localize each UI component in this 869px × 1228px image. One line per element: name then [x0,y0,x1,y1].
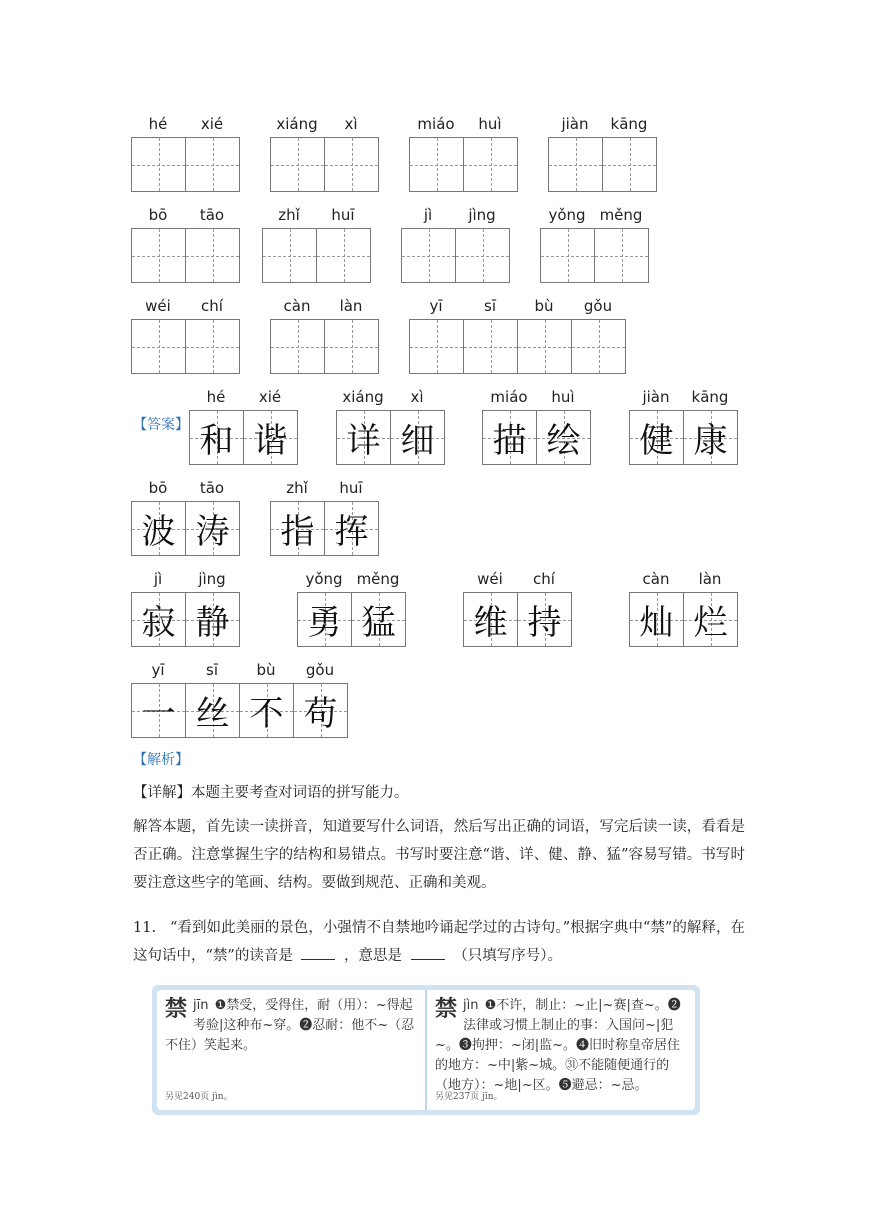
written-character [456,229,509,282]
writing-cell [684,411,737,464]
character-grid [189,410,298,465]
pinyin-row [629,569,738,589]
writing-cell[interactable] [132,138,186,191]
writing-cell[interactable] [132,229,186,282]
written-character [132,320,185,373]
writing-cell[interactable] [186,229,239,282]
dictionary-excerpt [152,985,700,1115]
analysis-label: 【解析】 [133,752,189,768]
answer-blank-meaning[interactable] [411,945,445,960]
pinyin-row [297,569,406,589]
writing-cell [337,411,391,464]
written-character [541,229,594,282]
pinyin-row [131,569,240,589]
written-character: 康 [693,421,728,461]
writing-cell[interactable] [317,229,370,282]
written-character [464,320,517,373]
written-character [325,138,378,191]
writing-cell[interactable] [132,320,186,373]
pinyin-syllable: yī [151,661,165,679]
written-character: 猛 [361,603,396,643]
written-character: 静 [195,603,230,643]
writing-cell [630,411,684,464]
answer-word-group [189,387,298,465]
detail-line: 【详解】本题主要考查对词语的拼写能力。 [133,785,409,801]
pinyin-syllable: xiáng [342,388,384,406]
dict-note: 另见240页 jìn。 [165,1092,233,1102]
pinyin-syllable: càn [642,570,670,588]
answer-word-group [131,478,240,556]
pinyin-syllable: bō [148,479,168,497]
answer-word-group [270,478,379,556]
written-character [263,229,316,282]
character-grid [463,592,572,647]
written-character [271,320,324,373]
pinyin-row [401,205,510,225]
written-character [464,138,517,191]
answer-word-group [131,660,348,738]
dict-head-char: 禁 [435,996,458,1022]
writing-cell[interactable] [410,138,464,191]
written-character [410,138,463,191]
pinyin-row [270,296,379,316]
pinyin-syllable: yǒng [305,570,343,588]
pinyin-syllable: wéi [145,297,171,315]
pinyin-row [270,114,379,134]
pinyin-syllable: jiàn [561,115,589,133]
question-word-group [540,205,649,283]
character-grid [131,501,240,556]
character-grid [131,319,240,374]
writing-cell[interactable] [325,320,378,373]
written-character: 勇 [307,603,342,643]
question-word-group [270,296,379,374]
dict-note: 另见237页 jīn。 [435,1092,503,1102]
writing-cell [186,593,239,646]
pinyin-syllable: làn [698,570,722,588]
dictionary-entry-jin4 [425,990,695,1110]
pinyin-syllable: kāng [691,388,729,406]
writing-cell [684,593,737,646]
character-grid [629,410,738,465]
pinyin-syllable: hé [148,115,168,133]
dict-definition: ❶禁受，受得住，耐（用）：~得起考验|这种布~穿。❷忍耐：他不~（忍不住）笑起来。 [165,998,415,1053]
character-grid [131,137,240,192]
written-character [595,229,648,282]
pinyin-syllable: xiáng [276,115,318,133]
dict-pinyin: jīn [193,998,209,1013]
pinyin-syllable: càn [283,297,311,315]
character-grid [270,137,379,192]
written-character [271,138,324,191]
writing-cell[interactable] [410,320,464,373]
pinyin-syllable: wéi [477,570,503,588]
pinyin-syllable: sī [206,661,218,679]
written-character: 丝 [195,694,230,734]
pinyin-syllable: xié [258,388,282,406]
written-character: 灿 [639,603,674,643]
pinyin-syllable: jì [423,206,433,224]
writing-cell [271,502,325,555]
writing-cell[interactable] [402,229,456,282]
answer-word-group [629,569,738,647]
written-character: 不 [249,694,284,734]
writing-cell[interactable] [271,138,325,191]
pinyin-syllable: zhǐ [278,206,300,224]
writing-cell[interactable] [186,138,239,191]
pinyin-syllable: yī [429,297,443,315]
writing-cell [244,411,297,464]
written-character [603,138,656,191]
writing-cell [630,593,684,646]
written-character [132,229,185,282]
writing-cell[interactable] [518,320,572,373]
pinyin-syllable: měng [599,206,643,224]
dict-pinyin: jìn [463,998,479,1013]
written-character: 涛 [195,512,230,552]
pinyin-row [540,205,649,225]
written-character [518,320,571,373]
writing-cell [391,411,444,464]
writing-cell[interactable] [464,320,518,373]
pinyin-syllable: hé [206,388,226,406]
character-grid [548,137,657,192]
question-word-group [270,114,379,192]
question-word-group [131,296,240,374]
question-text-b: ，意思是 [344,948,403,964]
written-character: 寂 [141,603,176,643]
pinyin-syllable: gǒu [583,297,613,315]
pinyin-row [629,387,738,407]
writing-cell [325,502,378,555]
pinyin-syllable: sī [484,297,496,315]
pinyin-syllable: zhǐ [286,479,308,497]
pinyin-syllable: jì [153,570,163,588]
answer-word-group [131,569,240,647]
pinyin-syllable: miáo [490,388,528,406]
writing-cell [352,593,405,646]
writing-cell[interactable] [464,138,517,191]
written-character: 和 [199,421,234,461]
pinyin-syllable: bù [534,297,554,315]
writing-cell[interactable] [549,138,603,191]
character-grid [270,501,379,556]
pinyin-syllable: huì [551,388,575,406]
pinyin-row [482,387,591,407]
written-character: 健 [639,421,674,461]
pinyin-syllable: jìng [468,206,496,224]
writing-cell [132,593,186,646]
pinyin-row [189,387,298,407]
written-character: 详 [346,421,381,461]
character-grid [482,410,591,465]
written-character [186,320,239,373]
writing-cell[interactable] [263,229,317,282]
pinyin-syllable: làn [339,297,363,315]
pinyin-syllable: huī [331,206,355,224]
character-grid [131,228,240,283]
writing-cell[interactable] [325,138,378,191]
pinyin-syllable: jìng [198,570,226,588]
writing-cell [240,684,294,737]
writing-cell[interactable] [456,229,509,282]
written-character [572,320,625,373]
writing-cell [483,411,537,464]
question-11 [133,914,745,970]
question-word-group [262,205,371,283]
dictionary-entry-jin1 [157,990,425,1110]
pinyin-row [131,660,348,680]
written-character: 细 [400,421,435,461]
writing-cell [132,502,186,555]
question-text-a: “看到如此美丽的景色，小强情不自禁地吟诵起学过的古诗句。”根据字典中“禁”的解释，在这句话中，“禁”的读音是 [133,920,746,964]
dict-definition: ❶不许，制止：~止|~赛|查~。❷法律或习惯上制止的事：入国问~|犯~。❸拘押：~闭|监~。❹旧时称皇帝居住的地方：~中|紫~城。㉛不能随便通行的（地方）：~地|~区。❺避忌：~忌。 [435,998,681,1093]
answer-blank-reading[interactable] [301,945,335,960]
pinyin-row [131,205,240,225]
writing-cell [294,684,347,737]
character-grid [409,137,518,192]
pinyin-row [131,296,240,316]
question-word-group [401,205,510,283]
pinyin-syllable: xì [344,115,358,133]
pinyin-syllable: xì [410,388,424,406]
pinyin-row [262,205,371,225]
written-character: 一 [141,694,176,734]
character-grid [629,592,738,647]
writing-cell[interactable] [271,320,325,373]
answer-word-group [336,387,445,465]
writing-cell [518,593,571,646]
pinyin-syllable: bù [256,661,276,679]
written-character [186,138,239,191]
answer-word-group [297,569,406,647]
question-number: 11. [133,920,157,936]
question-word-group [548,114,657,192]
written-character [325,320,378,373]
writing-cell[interactable] [541,229,595,282]
answer-word-group [629,387,738,465]
pinyin-row [409,296,626,316]
writing-cell[interactable] [186,320,239,373]
written-character: 维 [473,603,508,643]
character-grid [401,228,510,283]
writing-cell [298,593,352,646]
question-word-group [131,114,240,192]
pinyin-syllable: chí [201,297,223,315]
writing-cell[interactable] [603,138,656,191]
pinyin-row [336,387,445,407]
written-character: 波 [141,512,176,552]
answer-word-group [482,387,591,465]
pinyin-row [409,114,518,134]
written-character: 苟 [303,694,338,734]
pinyin-syllable: huī [339,479,363,497]
character-grid [131,592,240,647]
pinyin-syllable: chí [533,570,555,588]
written-character [549,138,602,191]
pinyin-syllable: kāng [610,115,648,133]
question-word-group [131,205,240,283]
writing-cell [537,411,590,464]
writing-cell [190,411,244,464]
written-character: 指 [280,512,315,552]
writing-cell [132,684,186,737]
written-character: 挥 [334,512,369,552]
writing-cell[interactable] [595,229,648,282]
dict-head-char: 禁 [165,996,188,1022]
character-grid [262,228,371,283]
pinyin-syllable: bō [148,206,168,224]
answer-word-group [463,569,572,647]
pinyin-syllable: miáo [417,115,455,133]
pinyin-syllable: měng [356,570,400,588]
written-character [317,229,370,282]
pinyin-syllable: tāo [199,479,225,497]
character-grid [540,228,649,283]
written-character: 描 [492,421,527,461]
pinyin-syllable: gǒu [305,661,335,679]
pinyin-syllable: huì [478,115,502,133]
pinyin-row [270,478,379,498]
written-character: 持 [527,603,562,643]
written-character: 烂 [693,603,728,643]
writing-cell [464,593,518,646]
writing-cell[interactable] [572,320,625,373]
writing-cell [186,502,239,555]
written-character [186,229,239,282]
character-grid [336,410,445,465]
character-grid [409,319,626,374]
written-character [132,138,185,191]
written-character [410,320,463,373]
character-grid [297,592,406,647]
explanation-text: 解答本题，首先读一读拼音，知道要写什么词语，然后写出正确的词语，写完后读一读，看看是否正确。注意掌握生字的结构和易错点。书写时要注意“谐、详、健、静、猛”容易写错。书写时要注意这些字的笔画、结构。要做到规范、正确和美观。 [133,819,745,891]
written-character: 绘 [546,421,581,461]
character-grid [131,683,348,738]
pinyin-row [463,569,572,589]
writing-cell [186,684,240,737]
written-character: 谐 [253,421,288,461]
question-word-group [409,114,518,192]
answer-label: 【答案】 [133,417,189,433]
question-text-c: （只填写序号）。 [453,948,563,964]
pinyin-row [131,114,240,134]
written-character [402,229,455,282]
question-word-group [409,296,626,374]
pinyin-row [131,478,240,498]
pinyin-syllable: tāo [199,206,225,224]
pinyin-syllable: jiàn [642,388,670,406]
pinyin-syllable: yǒng [548,206,586,224]
pinyin-syllable: xié [200,115,224,133]
pinyin-row [548,114,657,134]
character-grid [270,319,379,374]
